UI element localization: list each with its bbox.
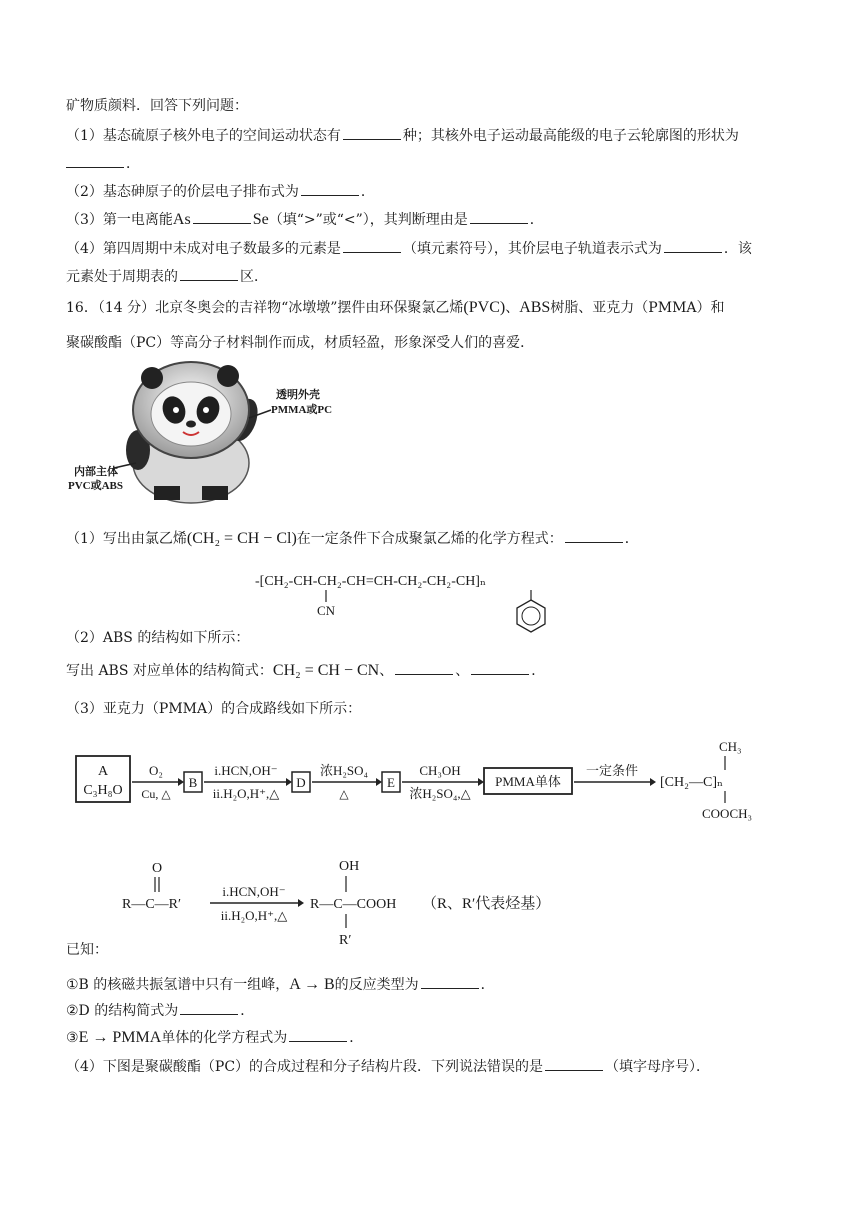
question-16-2-answer-line: 写出 ABS 对应单体的结构简式：CH₂ = CH − CN、 、 ． [66, 662, 546, 679]
question-16-3-a: ①B 的核磁共振氢谱中只有一组峰，A → B的反应类型为 ． [66, 976, 495, 993]
svg-text:O₂: O₂ [149, 763, 163, 778]
reactant: R—C—R′ [122, 897, 182, 912]
question-16-3-line: （3）亚克力（PMMA）的合成路线如下所示： [66, 701, 362, 717]
answer-blank[interactable] [180, 1000, 238, 1015]
arrow-icon [178, 778, 184, 786]
svg-text:i.HCN,OH⁻: i.HCN,OH⁻ [222, 884, 286, 899]
mascot-ear-icon [217, 365, 239, 387]
svg-text:ii.H₂O,H⁺,△: ii.H₂O,H⁺,△ [220, 908, 288, 923]
label-body-material: PVC或ABS [68, 480, 124, 492]
svg-text:ii.H₂O,H⁺,△: ii.H₂O,H⁺,△ [212, 786, 280, 801]
answer-blank[interactable] [545, 1056, 603, 1071]
arrow-icon [376, 778, 382, 786]
product-r-prime: R′ [339, 933, 352, 948]
arrow-icon [298, 899, 304, 907]
answer-blank[interactable] [664, 238, 722, 253]
label-shell-title: 透明外壳 [276, 389, 320, 401]
answer-blank[interactable] [301, 181, 359, 196]
svg-text:A: A [97, 764, 109, 779]
known-label: 已知： [66, 942, 108, 958]
product-oh: OH [339, 859, 360, 874]
question-1-cont: ． [66, 153, 140, 174]
question-16-2-line: （2）ABS 的结构如下所示： [66, 630, 250, 646]
answer-blank[interactable] [343, 125, 401, 140]
carbonyl-o: O [152, 861, 163, 876]
svg-text:C₃H₈O: C₃H₈O [83, 783, 123, 798]
product-ch3: CH₃ [719, 739, 742, 754]
svg-text:浓H₂SO₄: 浓H₂SO₄ [319, 763, 369, 778]
label-body-title: 内部主体 [74, 466, 118, 478]
answer-blank[interactable] [289, 1027, 347, 1042]
question-1-line: （1）基态硫原子核外电子的空间运动状态有 种；其核外电子运动最高能级的电子云轮廓图的形状为 [66, 125, 739, 146]
svg-text:i.HCN,OH⁻: i.HCN,OH⁻ [214, 763, 278, 778]
question-16-intro: 16．（14 分）北京冬奥会的吉祥物“冰墩墩”摆件由环保聚氯乙烯(PVC)、ABS树脂、亚克力（PMMA）和 [66, 299, 725, 316]
answer-blank[interactable] [471, 660, 529, 675]
answer-blank[interactable] [565, 528, 623, 543]
product-cooch3: COOCH₃ [702, 806, 753, 821]
abs-structure [255, 565, 575, 640]
mascot-ear-icon [141, 367, 163, 389]
mascot-nose-icon [186, 421, 196, 428]
question-3-line: （3）第一电离能As Se（填“>”或“<”），其判断理由是 ． [66, 211, 544, 228]
question-4-line: （4）第四周期中未成对电子数最多的元素是 （填元素符号），其价层电子轨道表示式为 ．该 [66, 238, 752, 259]
answer-blank[interactable] [343, 238, 401, 253]
arrow-icon [286, 778, 292, 786]
svg-text:D: D [296, 775, 306, 790]
product-chain: [CH₂—C]ₙ [660, 775, 724, 790]
answer-blank[interactable] [421, 974, 479, 989]
product: R—C—COOH [310, 897, 397, 912]
question-16-4: （4）下图是聚碳酸酯（PC）的合成过程和分子结构片段．下列说法错误的是 （填字母序号）． [66, 1056, 710, 1077]
svg-text:Cu, △: Cu, △ [141, 787, 171, 801]
question-16-1-line: （1）写出由氯乙烯(CH₂ = CH − Cl)在一定条件下合成聚氯乙烯的化学方程式： ． [66, 530, 639, 547]
abs-cn-group: CN [317, 603, 336, 618]
question-16-intro-cont: 聚碳酸酯（PC）等高分子材料制作而成，材质轻盈，形象深受人们的喜爱． [66, 335, 535, 351]
svg-text:浓H₂SO₄,△: 浓H₂SO₄,△ [409, 786, 471, 801]
text-line-1: 矿物质颜料．回答下列问题： [66, 98, 248, 114]
arrow-icon [650, 778, 656, 786]
answer-blank[interactable] [470, 209, 528, 224]
svg-text:一定条件: 一定条件 [585, 763, 639, 778]
mascot-foot-icon [202, 486, 228, 500]
known-reaction [120, 852, 620, 948]
abs-chain: -[CH₂-CH-CH₂-CH=CH-CH₂-CH₂-CH]ₙ [255, 574, 487, 589]
answer-blank[interactable] [193, 209, 251, 224]
svg-text:CH₃OH: CH₃OH [419, 763, 461, 778]
answer-blank[interactable] [395, 660, 453, 675]
svg-text:△: △ [339, 787, 349, 801]
answer-blank[interactable] [180, 266, 238, 281]
label-shell-material: PMMA或PC [271, 404, 333, 416]
svg-text:E: E [387, 775, 395, 790]
question-16-3-b: ②D 的结构简式为 ． [66, 1000, 254, 1021]
svg-text:PMMA单体: PMMA单体 [495, 774, 561, 789]
answer-blank[interactable] [66, 153, 124, 168]
reaction-note: （R、R′代表烃基） [422, 896, 551, 912]
pmma-synthesis-route [70, 732, 790, 827]
mascot-foot-icon [154, 486, 180, 500]
svg-text:B: B [188, 775, 198, 790]
question-2-line: （2）基态砷原子的价层电子排布式为 ． [66, 181, 375, 202]
question-16-3-c: ③E → PMMA单体的化学方程式为 ． [66, 1029, 364, 1046]
benzene-ring-icon [517, 600, 545, 632]
mascot-figure [66, 358, 356, 508]
mascot-face [151, 382, 231, 446]
question-4-cont: 元素处于周期表的 区． [66, 266, 268, 287]
